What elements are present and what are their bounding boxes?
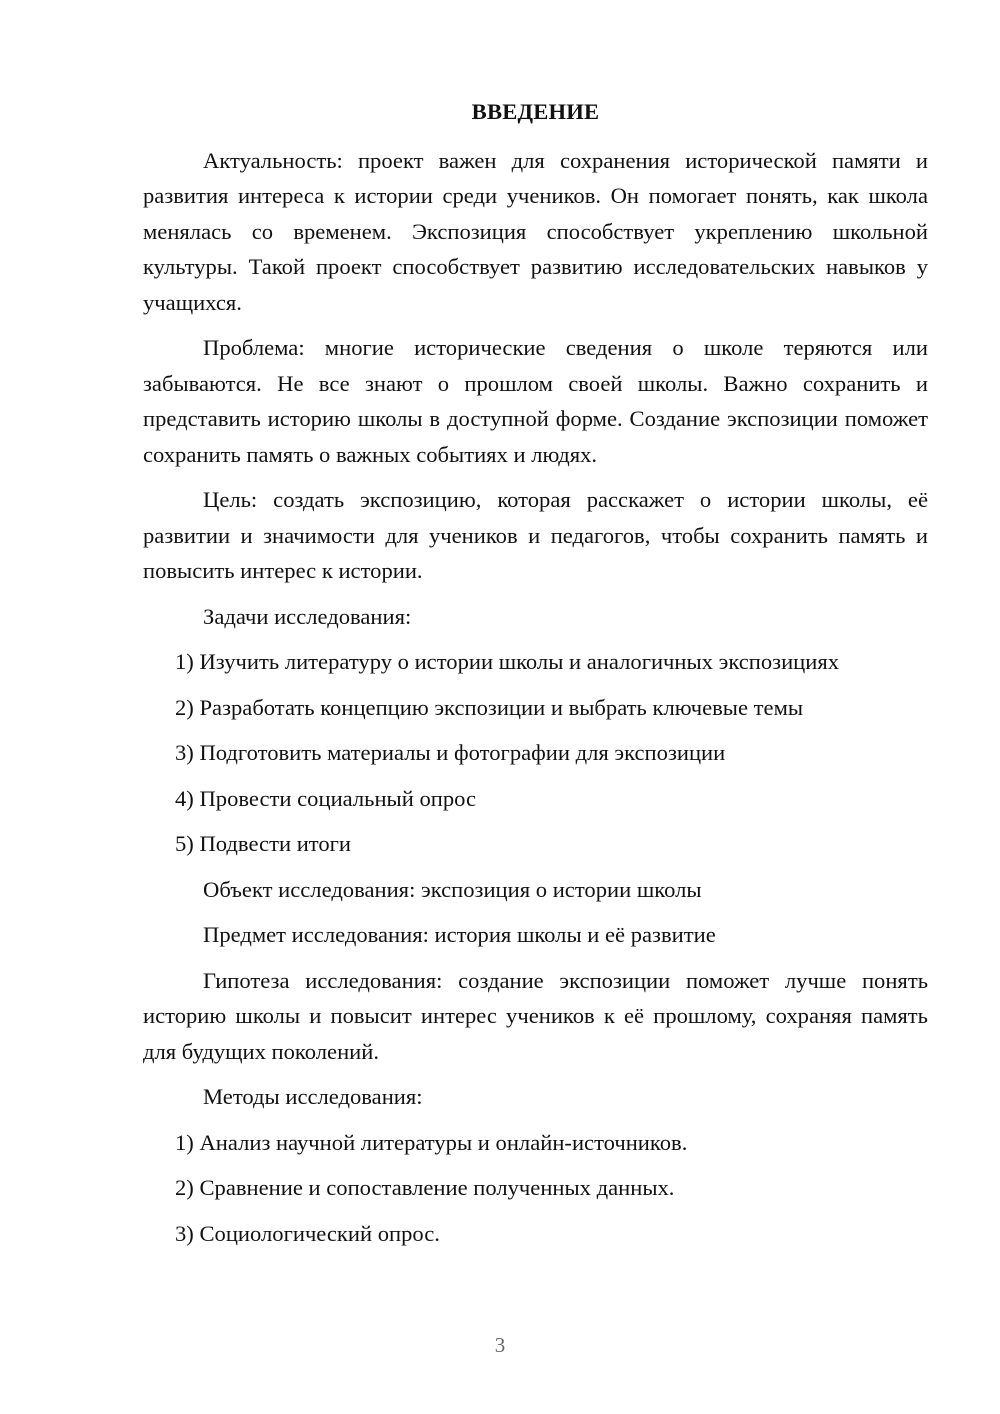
method-item-1: 1) Анализ научной литературы и онлайн-источников. [175, 1129, 688, 1155]
research-subject: Предмет исследования: история школы и её развитие [203, 922, 716, 947]
problem-paragraph: Проблема: многие исторические сведения о школе теряются или забываются. Не все знают о прошлом своей школы. Важно сохранить и представить историю школы в доступной форме. Создание экспозиции поможет сохранить память о важных событиях и людях. [143, 335, 928, 467]
hypothesis-paragraph: Гипотеза исследования: создание экспозиции поможет лучше понять историю школы и повысит интерес учеников к её прошлому, сохраняя память для будущих поколений. [143, 967, 928, 1064]
page-number: 3 [494, 1333, 506, 1357]
task-item-5: 5) Подвести итоги [175, 831, 352, 856]
task-item-2: 2) Разработать концепцию экспозиции и выбрать ключевые темы [175, 694, 804, 720]
goal-paragraph: Цель: создать экспозицию, которая расскажет о истории школы, её развитии и значимости для учеников и педагогов, чтобы сохранить память и повысить интерес к истории. [143, 487, 928, 583]
document-page [143, 94, 928, 1261]
method-item-3: 3) Социологический опрос. [175, 1220, 440, 1246]
section-title: ВВЕДЕНИЕ [471, 99, 600, 124]
methods-heading: Методы исследования: [203, 1084, 423, 1109]
method-item-2: 2) Сравнение и сопоставление полученных данных. [175, 1175, 675, 1200]
tasks-heading: Задачи исследования: [203, 603, 412, 629]
relevance-paragraph: Актуальность: проект важен для сохранения исторической памяти и развития интереса к истории среди учеников. Он помогает понять, как школа менялась со временем. Экспозиция способствует укреплению школьной культуры. Такой проект способствует развитию исследовательских навыков у учащихся. [143, 147, 928, 315]
task-item-3: 3) Подготовить материалы и фотографии для экспозиции [175, 740, 726, 765]
task-item-4: 4) Провести социальный опрос [175, 785, 477, 811]
task-item-1: 1) Изучить литературу о истории школы и аналогичных экспозициях [175, 649, 840, 674]
research-object: Объект исследования: экспозиция о истории школы [203, 876, 702, 902]
